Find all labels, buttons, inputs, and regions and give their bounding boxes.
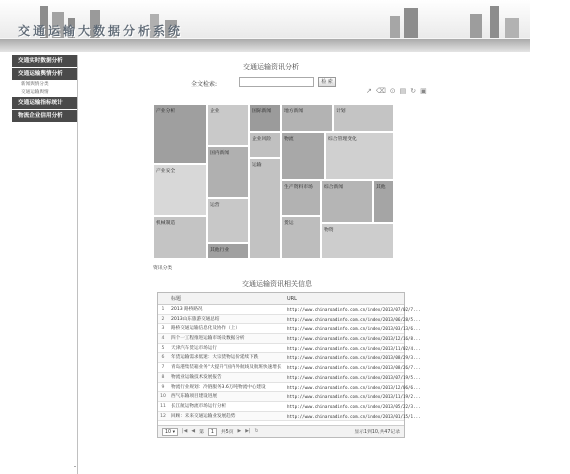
category-treemap [153,104,394,259]
sidebar-subitem-transport-opinion[interactable]: 交通运输舆情 [21,90,49,95]
row-title: 四个一工程推进运输市场及数据分析 [171,336,245,342]
treemap-cell-label: 产业分析 [156,109,176,114]
table-row[interactable] [158,383,421,393]
treemap-cell-label: 地方新闻 [284,109,304,114]
sidebar-item-credit[interactable]: 物流企业信用分析 [12,110,77,122]
treemap-cell-label: 其他行业 [210,248,230,253]
treemap-cell[interactable] [207,146,249,198]
table-row[interactable] [158,412,421,422]
treemap-cell[interactable] [249,158,281,259]
treemap-cell-label: 计划 [336,109,346,114]
table-pager [158,425,404,437]
row-index: 5 [161,345,165,351]
row-title: 回顾：未来交通运输业发展趋势 [171,413,236,419]
row-title: 2013山东旅游交通总结 [171,316,220,322]
treemap-cell[interactable] [153,164,207,216]
row-title: 物流业运输技术发展报告 [171,374,222,380]
row-title: 青岛港集装箱业务“大提升”国内外航线及航班快速增长 [171,365,282,371]
row-title: 年货运输需求低迷：大宗货物运价延续下跌 [171,355,259,361]
row-url[interactable]: http://www.chinaroadinfo.com.cn/index/2013/08/29/3... [287,355,421,361]
sidebar-item-indicators[interactable]: 交通运输指标统计 [12,97,77,109]
treemap-cell[interactable] [281,132,325,180]
row-index: 2 [161,316,165,322]
treemap-cell-label: 国内新闻 [210,151,230,156]
building-silhouette [490,6,499,40]
row-title: 路桥交通运输信息化及协作（上） [171,326,240,332]
treemap-cell[interactable] [153,216,207,259]
row-index: 9 [161,384,165,390]
treemap-cell[interactable] [207,243,249,259]
treemap-cell-label: 企业 [210,109,220,114]
first-page-icon[interactable]: |◀ [182,429,188,434]
treemap-cell-label: 物流 [284,137,294,142]
row-url[interactable]: http://www.chinaroadinfo.com.cn/index/2013/11/02/4... [287,345,421,351]
treemap-cell[interactable] [333,104,394,132]
page-label: 第 [199,430,204,435]
treemap-cell[interactable] [281,216,321,259]
treemap-cell[interactable] [249,104,281,132]
treemap-cell-label: 国际新闻 [252,109,272,114]
building-silhouette [470,14,482,40]
table-row[interactable] [158,315,421,325]
treemap-cell-label: 产业安全 [156,169,176,174]
row-url[interactable]: http://www.chinaroadinfo.com.cn/index/2013/03/13/6... [287,326,421,332]
divider-mark [74,466,76,467]
header-index [158,293,168,304]
building-silhouette [390,16,400,40]
row-title: 天津汽车货运市场运行 [171,345,217,351]
row-url[interactable]: http://www.chinaroadinfo.com.cn/index/2013/05/22/3... [287,403,421,409]
row-index: 12 [160,413,166,419]
treemap-cell[interactable] [281,104,333,132]
row-index: 7 [161,365,165,371]
treemap-cell[interactable] [153,104,207,164]
page-title: 交通运输资讯分析 [243,63,299,71]
refresh-icon[interactable]: ↻ [410,87,417,95]
table-row[interactable] [158,353,421,363]
mark-icon[interactable]: ↗ [366,87,372,95]
table-row[interactable] [158,344,421,354]
row-title: 长江航运物流市场运行分析 [171,403,227,409]
section-title: 交通运输资讯相关信息 [242,280,312,288]
save-image-icon[interactable]: ▣ [420,87,427,95]
treemap-cell[interactable] [249,132,281,158]
row-index: 6 [161,355,165,361]
treemap-cell-label: 其他 [376,185,386,190]
zoom-icon[interactable]: ⊙ [389,87,396,95]
refresh-icon[interactable]: ↻ [254,429,259,434]
sidebar-item-opinion[interactable]: 交通运输舆情分析 [12,68,77,80]
treemap-cell-label: 运营 [210,203,220,208]
page-number-input[interactable]: 1 [208,428,217,436]
row-url[interactable]: http://www.chinaroadinfo.com.cn/index/2013/12/16/8... [287,336,421,342]
sidebar [12,55,78,474]
clear-icon[interactable]: ⌫ [375,87,386,95]
prev-page-icon[interactable]: ◀ [191,429,196,434]
building-silhouette [505,18,519,40]
banner-road-curve [0,38,530,52]
treemap-legend: 资讯分类 [153,266,173,271]
table-row[interactable] [158,392,421,402]
table-row[interactable] [158,334,421,344]
row-index: 3 [161,326,165,332]
row-url[interactable]: http://www.chinaroadinfo.com.cn/index/2013/12/06/6... [287,384,421,390]
treemap-cell-label: 运输 [252,163,262,168]
sidebar-item-realtime[interactable]: 交通实时数据分析 [12,55,77,67]
table-body [158,305,421,421]
treemap-cell[interactable] [373,180,394,223]
row-title: 物流行业规划：冷链服务3.6万吨物流中心建设 [171,384,266,390]
row-index: 10 [160,394,166,400]
row-url[interactable]: http://www.chinaroadinfo.com.cn/index/2013/11/19/2... [287,394,421,400]
treemap-cell[interactable] [321,180,373,223]
row-url[interactable]: http://www.chinaroadinfo.com.cn/index/2013/08/26/7... [287,365,421,371]
treemap-cell[interactable] [325,132,394,180]
app-title: 交通运输大数据分析系统 [18,24,184,38]
treemap-cell[interactable] [207,104,249,146]
row-index: 4 [161,336,165,342]
row-url[interactable]: http://www.chinaroadinfo.com.cn/index/2013/01/15/1... [287,413,421,419]
treemap-cell-label: 货运 [284,221,294,226]
header-title[interactable]: 标题 [171,296,182,302]
search-input[interactable] [239,77,314,87]
chart-toolbox [366,87,427,95]
page-total: 共5页 [220,430,234,435]
info-table [157,292,421,438]
treemap-cell-label: 企业风险 [252,137,272,142]
sidebar-subitem-news-class[interactable]: 新闻舆情分类 [21,82,49,87]
treemap-cell-label: 综合管理变化 [328,137,357,142]
row-index: 8 [161,374,165,380]
data-view-icon[interactable]: ▤ [399,87,407,95]
treemap-cell-label: 生产资料市场 [284,185,313,190]
table-row[interactable] [158,305,421,315]
header-url[interactable]: URL [287,296,297,302]
treemap-cell-label: 机械制造 [156,221,176,226]
page-size-select[interactable]: 10 ▾ [162,428,178,436]
treemap-cell[interactable] [207,198,249,243]
row-url[interactable]: http://www.chinaroadinfo.com.cn/index/2013/06/28/5... [287,316,421,322]
row-url[interactable]: http://www.chinaroadinfo.com.cn/index/2013/07/19/5... [287,374,421,380]
header-banner [0,0,530,52]
table-row[interactable] [158,373,421,383]
search-button[interactable]: 检 索 [318,77,336,87]
row-index: 1 [161,307,165,312]
table-row[interactable] [158,324,421,334]
pager-summary: 显示1到10,共47记录 [354,430,400,435]
row-index: 11 [160,403,166,409]
table-row[interactable] [158,402,421,412]
table-header [158,293,404,305]
treemap-cell-label: 物资 [324,228,334,233]
search-label: 全文检索: [191,81,218,88]
treemap-cell[interactable] [281,180,321,216]
last-page-icon[interactable]: ▶| [245,429,251,434]
row-title: 西气东输项目建设进展 [171,394,217,400]
table-row[interactable] [158,363,421,373]
row-title: 2013 路桥路况 [171,307,203,312]
building-silhouette [404,8,418,40]
next-page-icon[interactable]: ▶ [237,429,242,434]
treemap-cell[interactable] [321,223,394,259]
treemap-cell-label: 综合新闻 [324,185,344,190]
row-url[interactable]: http://www.chinaroadinfo.com.cn/index/2013/07/02/7... [287,307,421,312]
